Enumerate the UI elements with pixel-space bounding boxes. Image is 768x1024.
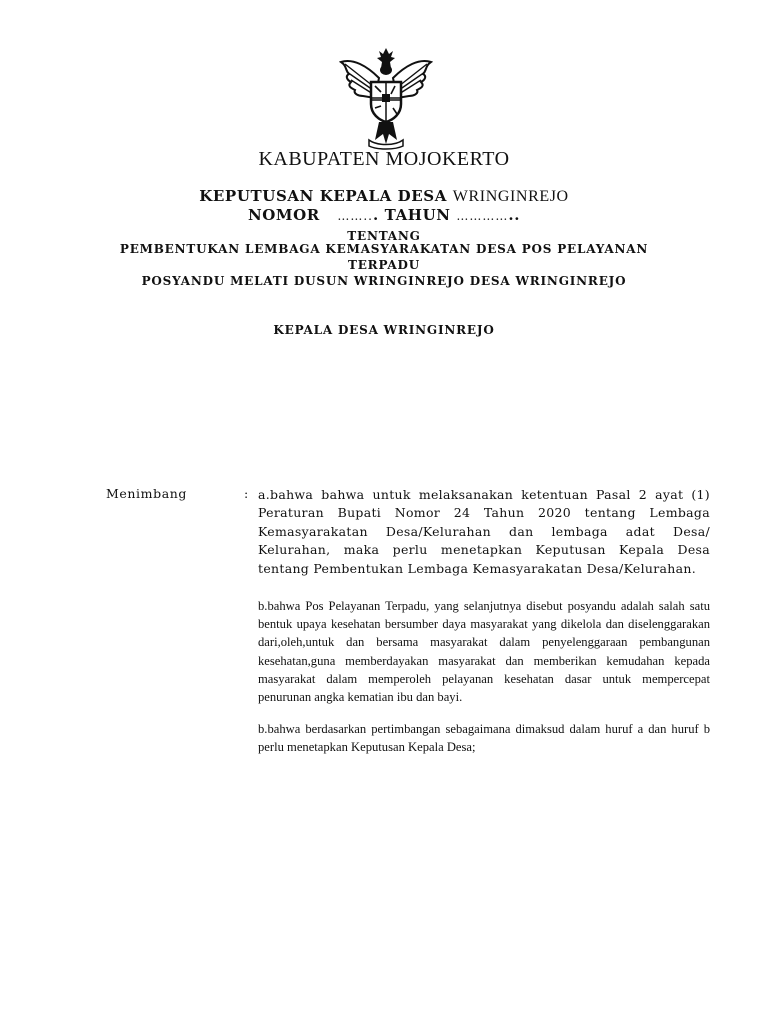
tahun-label: TAHUN [384, 206, 451, 224]
subject-line-1: PEMBENTUKAN LEMBAGA KEMASYARAKATAN DESA POS PELAYANAN [119, 242, 649, 256]
nomor-value: …….. [337, 209, 373, 223]
garuda-pancasila-emblem-icon [339, 48, 433, 152]
official-title: KEPALA DESA WRINGINREJO [273, 323, 495, 337]
decree-label: KEPUTUSAN KEPALA DESA [199, 187, 447, 205]
decree-title [0, 187, 768, 206]
menimbang-label: Menimbang [106, 486, 188, 501]
consideration-b: b.bahwa Pos Pelayanan Terpadu, yang selanjutnya disebut posyandu adalah salah satu bentuk upaya kesehatan bersumber daya masyarakat yang dikelola dan diselenggarakan dari,oleh,untuk dan bersama masyarakat dalam penyelenggaraan pembangunan kesehatan,guna memberdayakan masyarakat dan memberikan kemudahan kepada masyarakat dalam memperoleh pelayanan kesehatan dasar untuk mempercepat penurunan angka kematian ibu dan bayi. [258, 599, 710, 705]
nomor-label: NOMOR [247, 206, 320, 224]
tahun-value: ………… [456, 209, 509, 223]
subject-line-3: POSYANDU MELATI DUSUN WRINGINREJO DESA WRINGINREJO [141, 274, 627, 288]
regency-title: KABUPATEN MOJOKERTO [258, 148, 510, 170]
village-name: WRINGINREJO [452, 188, 569, 205]
tentang-heading: TENTANG [347, 229, 421, 243]
consideration-c: b.bahwa berdasarkan pertimbangan sebagaimana dimaksud dalam huruf a dan huruf b perlu menetapkan Keputusan Kepala Desa; [258, 722, 710, 755]
subject-line-2: TERPADU [348, 258, 420, 272]
menimbang-colon: : [244, 486, 249, 501]
decree-number-line: NOMOR ……... TAHUN ………….. [247, 206, 521, 224]
consideration-a: a.bahwa bahwa untuk melaksanakan ketentuan Pasal 2 ayat (1) Peraturan Bupati Nomor 24 Tahun 2020 tentang Lembaga Kemasyarakatan Desa/Kelurahan dan lembaga adat Desa/ Kelurahan, maka perlu menetapkan Keputusan Kepala Desa tentang Pembentukan Lembaga Kemasyarakatan Desa/Kelurahan. [258, 487, 710, 576]
